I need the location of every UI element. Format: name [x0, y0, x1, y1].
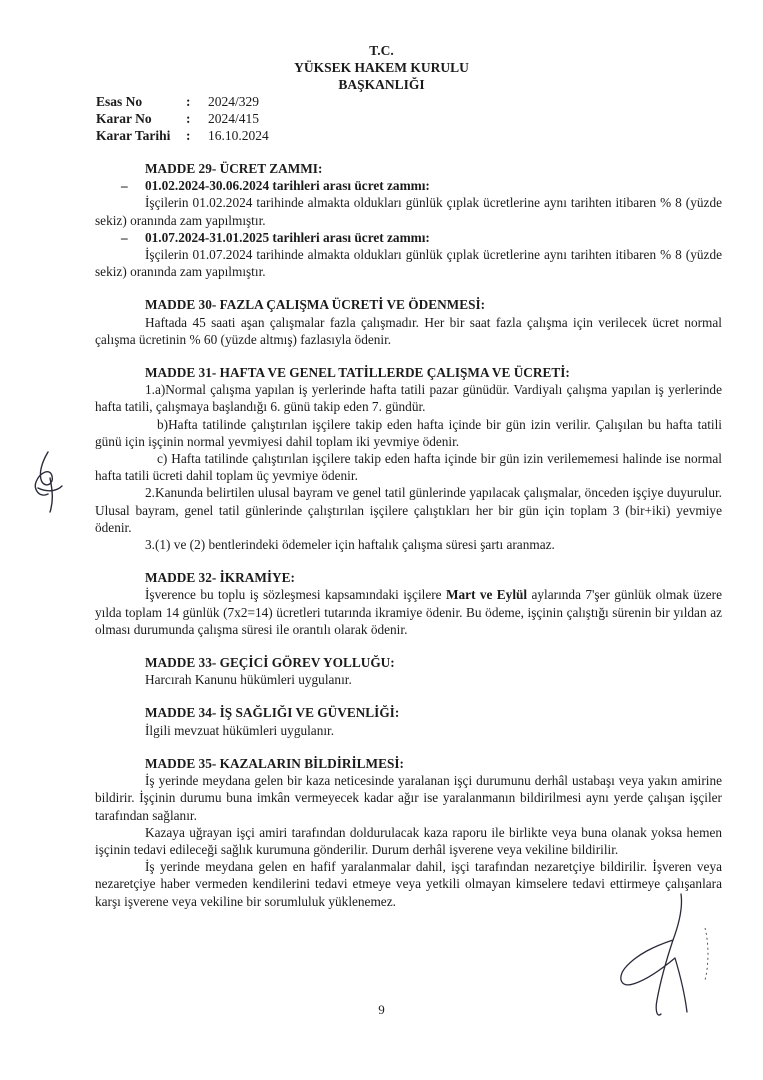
article-33-para-1: Harcırah Kanunu hükümleri uygulanır. — [145, 672, 352, 688]
text-run: aylarında 7'şer günlük olmak üzere yılda toplam 14 günlük (7x2=14) ücretleri tutarında ikramiye ödenir. Bu ödeme, işçinin çalıştığı sürenin bir yıldan az olması durumunda çalışma süresi ile orantılı olarak ödenir. — [95, 587, 723, 637]
bold-months: Mart ve Eylül — [445, 587, 528, 603]
article-33-title: MADDE 33- GEÇİCİ GÖREV YOLLUĞU: — [145, 655, 395, 671]
article-35-para-2: Kazaya uğrayan işçi amiri tarafından doldurulacak kaza raporu ile birlikte veya buna olanak yoksa hemen işçinin tedavi edileceği sağlık kurumuna gönderilir. Durum derhâl işverene veya vekiline bildirilir. — [95, 824, 722, 857]
article-30-para-1: Haftada 45 saati aşan çalışmalar fazla çalışmadır. Her bir saat fazla çalışma için verilecek ücret normal çalışma ücretinin % 60 (yüzde altmış) fazlasıyla ödenir. — [95, 314, 722, 347]
article-29-sub1 — [95, 177, 722, 194]
article-32-title: MADDE 32- İKRAMİYE: — [145, 570, 295, 586]
meta-colon: : — [186, 128, 191, 143]
meta-label: Karar Tarihi — [96, 128, 171, 143]
margin-initial-signature — [28, 448, 68, 518]
article-29-title: MADDE 29- ÜCRET ZAMMI: — [145, 161, 323, 176]
meta-value: 2024/329 — [208, 94, 260, 109]
meta-value: 16.10.2024 — [208, 128, 269, 143]
article-29-para-2: İşçilerin 01.07.2024 tarihinde almakta oldukları günlük çıplak ücretlerine aynı tarihten itibaren % 8 (yüzde sekiz) oranında zam yapılmıştır. — [95, 247, 722, 280]
header-authority: YÜKSEK HAKEM KURULU — [294, 60, 469, 75]
case-meta — [96, 93, 269, 144]
meta-label: Karar No — [96, 111, 152, 126]
article-31-para-1: 1.a)Normal çalışma yapılan iş yerlerinde hafta tatili pazar günüdür. Vardiyalı çalışma yapılan iş yerlerinde hafta tatili, çalışmaya başlandığı 6. günü takip eden 7. gündür. — [95, 382, 722, 415]
article-35-title: MADDE 35- KAZALARIN BİLDİRİLMESİ: — [145, 755, 404, 771]
article-29-sub2 — [95, 229, 722, 246]
signature-mark — [585, 888, 735, 1028]
article-31-para-5: 3.(1) ve (2) bentlerindeki ödemeler için haftalık çalışma süresi şartı aranmaz. — [145, 537, 555, 553]
sub-heading: 01.07.2024-31.01.2025 tarihleri arası ücret zammı: — [145, 229, 430, 245]
article-30-title: MADDE 30- FAZLA ÇALIŞMA ÜCRETİ VE ÖDENMESİ: — [145, 297, 486, 313]
article-31-para-4: 2.Kanunda belirtilen ulusal bayram ve genel tatil günlerinde yapılacak çalışmalar, önceden işçiye duyurulur. Ulusal bayram, genel tatil günlerinde çalıştırılan işçilere çalıştıkları her bir gün için toplam 3 (bir+iki) yevmiye ödenir. — [95, 485, 722, 535]
meta-label: Esas No — [96, 94, 143, 109]
text-run: İşverence bu toplu iş sözleşmesi kapsamındaki işçilere — [145, 587, 446, 603]
dash-bullet: – — [121, 178, 128, 194]
article-32-para-1 — [95, 586, 722, 638]
dash-bullet: – — [121, 229, 128, 245]
article-29-para-1: İşçilerin 01.02.2024 tarihinde almakta oldukları günlük çıplak ücretlerine aynı tarihten itibaren % 8 (yüzde sekiz) oranında zam yapılmıştır. — [95, 195, 722, 228]
header-presidency: BAŞKANLIĞI — [338, 77, 425, 92]
meta-row-esas — [96, 93, 269, 110]
meta-colon: : — [186, 94, 191, 109]
article-34-title: MADDE 34- İŞ SAĞLIĞI VE GÜVENLİĞİ: — [145, 705, 400, 721]
header-tc: T.C. — [369, 43, 394, 58]
article-31-title: MADDE 31- HAFTA VE GENEL TATİLLERDE ÇALIŞMA VE ÜCRETİ: — [145, 365, 570, 381]
article-35-para-3: İş yerinde meydana gelen en hafif yaralanmalar dahil, işçi tarafından nezaretçiye bildirilir. İşveren veya nezaretçiye haber vermeden kendilerini tedavi etmeye veya yetkili olmayan kimselere tedavi ettirmeye çalışanlara karşı işverene veya vekiline bir sorumluluk yüklenemez. — [95, 859, 722, 909]
document-body — [95, 160, 722, 910]
sub-heading: 01.02.2024-30.06.2024 tarihleri arası ücret zammı: — [145, 178, 430, 194]
meta-row-karar — [96, 110, 269, 127]
article-35-para-1: İş yerinde meydana gelen bir kaza neticesinde yaralanan işçi durumunu derhâl ustabaşı veya yakın amirine bildirir. İşçinin durumu buna imkân vermeyecek kadar ağır ise yaralanmanın bildirilmesi aynı yerde çalışan işçiler tarafından sağlanır. — [95, 773, 722, 823]
page-number: 9 — [378, 1002, 385, 1017]
article-31-para-2: b)Hafta tatilinde çalıştırılan işçilere takip eden hafta içinde bir gün izin verilir. Çalışılan bu hafta tatili günü için işçinin normal yevmiyesi dahil toplam iki yevmiye ödenir. — [95, 416, 722, 449]
article-34-para-1: İlgili mevzuat hükümleri uygulanır. — [145, 722, 335, 738]
meta-row-tarih — [96, 127, 269, 144]
meta-value: 2024/415 — [208, 111, 260, 126]
meta-colon: : — [186, 111, 191, 126]
article-31-para-3: c) Hafta tatilinde çalıştırılan işçilere takip eden hafta içinde bir gün izin verilememesi halinde ise normal hafta tatili ücreti dahil toplam üç yevmiye ödenir. — [95, 451, 722, 484]
